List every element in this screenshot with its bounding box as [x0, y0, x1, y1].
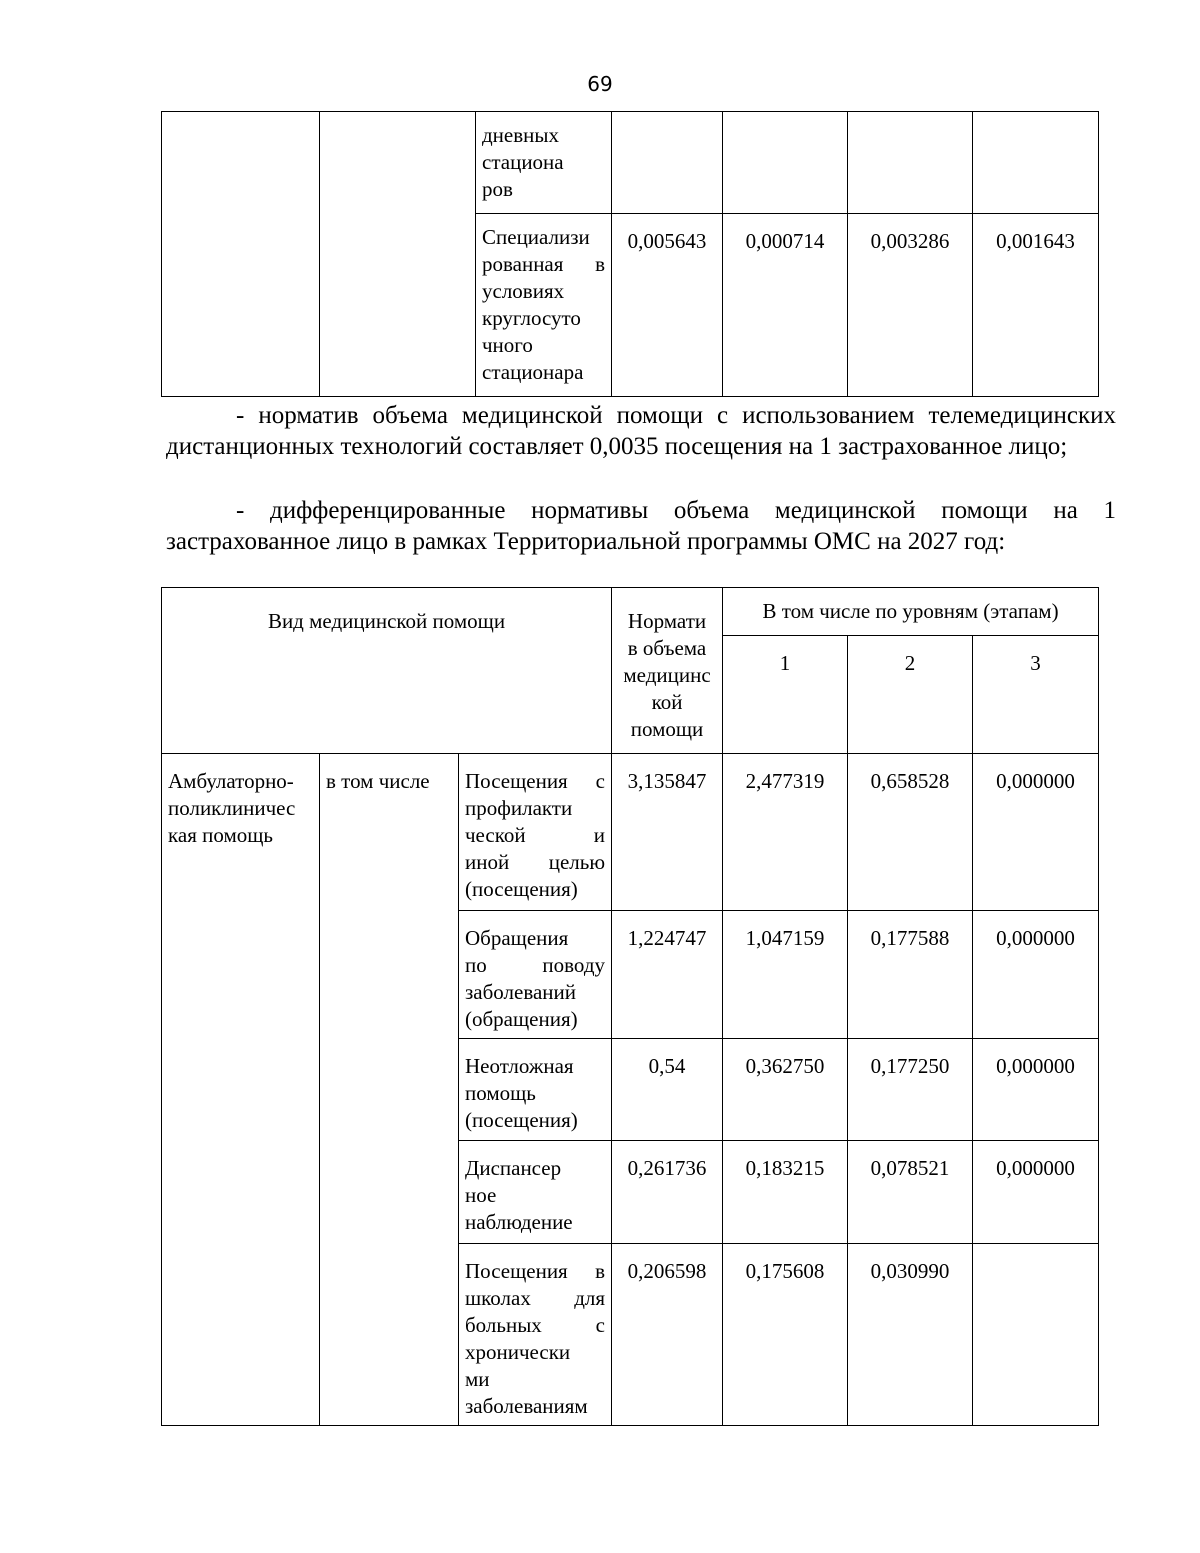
- empty-cell: [320, 112, 476, 397]
- header-level-1: 1: [723, 636, 848, 754]
- row-label: Диспансер ное наблюдение: [459, 1141, 612, 1244]
- row-label: Специализи рованная в условиях круглосуто чного стационара: [476, 214, 612, 397]
- header-kind: Вид медицинской помощи: [162, 588, 612, 754]
- empty-cell: [162, 112, 320, 397]
- value-cell: 0,000000: [973, 1039, 1099, 1141]
- value-cell: 2,477319: [723, 754, 848, 911]
- group-label: Амбулаторно- поликлиничес кая помощь: [162, 754, 320, 1426]
- value-cell: 0,000714: [723, 214, 848, 397]
- value-cell: 0,175608: [723, 1244, 848, 1426]
- value-cell: 0,362750: [723, 1039, 848, 1141]
- value-cell: 0,177250: [848, 1039, 973, 1141]
- sub-label: в том числе: [320, 754, 459, 1426]
- value-cell: 1,047159: [723, 911, 848, 1039]
- page-number: 69: [587, 72, 613, 96]
- header-level-3: 3: [973, 636, 1099, 754]
- value-cell: 0,261736: [612, 1141, 723, 1244]
- paragraph-telemedicine: - норматив объема медицинской помощи с использованием телемедицинских дистанционных технологий составляет 0,0035 посещения на 1 застрахованное лицо;: [166, 402, 1116, 460]
- value-cell: 0,001643: [973, 214, 1099, 397]
- value-cell: 0,000000: [973, 911, 1099, 1039]
- value-cell: 1,224747: [612, 911, 723, 1039]
- row-label: Посещения в школах для больных с хронически ми заболеваниям: [459, 1244, 612, 1426]
- table-row: [162, 112, 1099, 214]
- header-norm: Нормати в объема медицинс кой помощи: [612, 588, 723, 754]
- header-level-2: 2: [848, 636, 973, 754]
- value-cell: [848, 112, 973, 214]
- value-cell: 0,005643: [612, 214, 723, 397]
- value-cell: 0,658528: [848, 754, 973, 911]
- value-cell: 0,003286: [848, 214, 973, 397]
- header-row: [162, 588, 1099, 636]
- value-cell: [973, 1244, 1099, 1426]
- value-cell: 3,135847: [612, 754, 723, 911]
- value-cell: [612, 112, 723, 214]
- table-row: [162, 754, 1099, 911]
- value-cell: 0,183215: [723, 1141, 848, 1244]
- paragraph-differentiated: - дифференцированные нормативы объема медицинской помощи на 1 застрахованное лицо в рамках Территориальной программы ОМС на 2027 год:: [166, 497, 1116, 555]
- norms-table: [161, 587, 1099, 1426]
- value-cell: [723, 112, 848, 214]
- value-cell: 0,000000: [973, 1141, 1099, 1244]
- value-cell: 0,54: [612, 1039, 723, 1141]
- value-cell: 0,177588: [848, 911, 973, 1039]
- row-label: Неотложная помощь (посещения): [459, 1039, 612, 1141]
- value-cell: 0,078521: [848, 1141, 973, 1244]
- value-cell: [973, 112, 1099, 214]
- value-cell: 0,000000: [973, 754, 1099, 911]
- row-label: Посещения с профилакти ческой и иной целью (посещения): [459, 754, 612, 911]
- header-levels: В том числе по уровням (этапам): [723, 588, 1099, 636]
- row-label: дневных стациона ров: [476, 112, 612, 214]
- value-cell: 0,206598: [612, 1244, 723, 1426]
- value-cell: 0,030990: [848, 1244, 973, 1426]
- continuation-table: [161, 111, 1099, 397]
- row-label: Обращения по поводу заболеваний (обращения): [459, 911, 612, 1039]
